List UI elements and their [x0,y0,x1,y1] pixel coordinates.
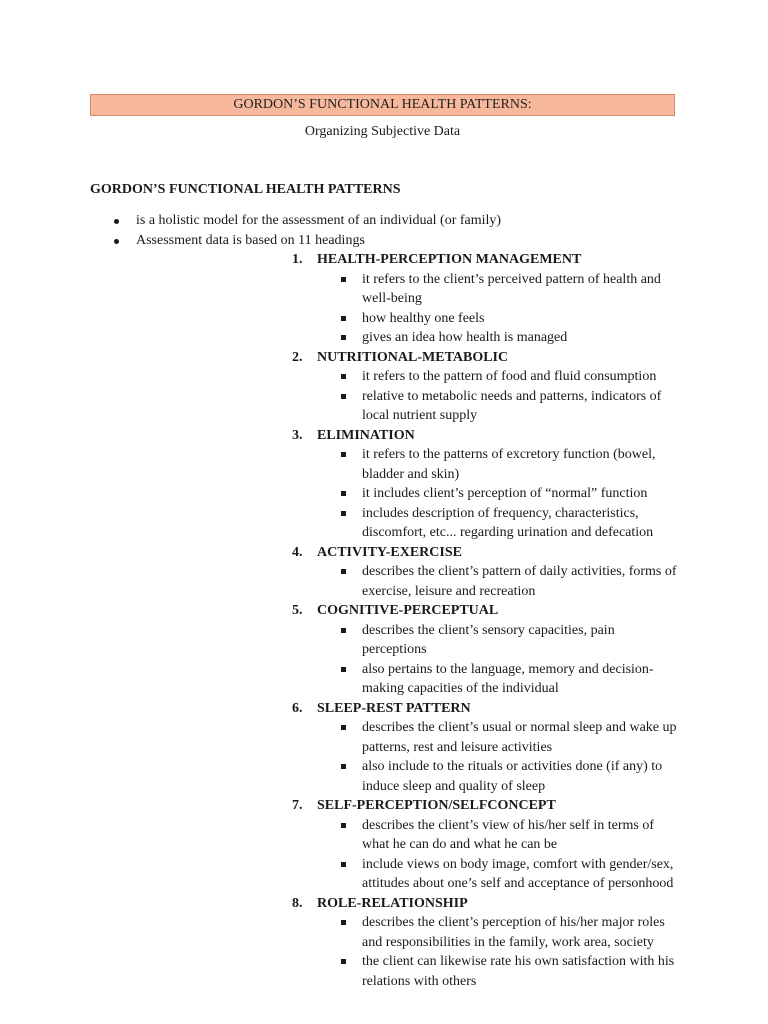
pattern-title [136,348,768,368]
pattern-title [136,250,768,270]
pattern-section [136,601,768,699]
square-bullet-icon [341,959,346,964]
subtitle: Organizing Subjective Data [304,124,461,139]
square-bullet-icon [341,316,346,321]
pattern-section [136,796,768,894]
pattern-items [136,718,768,796]
pattern-section [136,894,768,992]
pattern-list [136,250,768,991]
square-bullet-icon [341,823,346,828]
pattern-item [136,562,768,601]
pattern-title-text: COGNITIVE-PERCEPTUAL [317,603,499,618]
square-bullet-icon [341,491,346,496]
square-bullet-icon [341,764,346,769]
pattern-title-text: ELIMINATION [317,427,415,443]
pattern-item [136,504,768,543]
pattern-title-text: SLEEP-REST PATTERN [317,700,471,716]
pattern-item [136,367,768,387]
pattern-item [136,270,768,309]
pattern-item [136,309,768,329]
pattern-item-text: gives an idea how health is managed [362,330,568,345]
pattern-item [136,816,768,855]
pattern-item-text: describes the client’s pattern of daily activities, forms of exercise, leisure and recreation [362,564,677,599]
pattern-items [136,913,768,991]
pattern-item [136,660,768,699]
pattern-title [136,796,768,816]
pattern-items [136,270,768,348]
pattern-item-text: include views on body image, comfort with gender/sex, attitudes about one’s self and acceptance of personhood [362,856,674,891]
pattern-item-text: describes the client’s sensory capacities, pain perceptions [362,622,615,657]
pattern-items [136,562,768,601]
square-bullet-icon [341,862,346,867]
pattern-items [136,621,768,699]
pattern-item-text: also pertains to the language, memory and decision-making capacities of the individual [362,661,654,696]
document-body [0,211,768,991]
square-bullet-icon [341,511,346,516]
bullet-dot-icon [114,239,119,244]
pattern-items [136,816,768,894]
pattern-item [136,328,768,348]
pattern-number: 7. [292,798,303,813]
square-bullet-icon [341,452,346,457]
banner-title: GORDON’S FUNCTIONAL HEALTH PATTERNS: [90,94,675,116]
bullet-text: Assessment data is based on 11 headings [136,232,365,248]
pattern-item-text: relative to metabolic needs and patterns, indicators of local nutrient supply [362,388,662,423]
square-bullet-icon [341,394,346,399]
pattern-item-text: includes description of frequency, characteristics, discomfort, etc... regarding urination and defecation [362,505,654,540]
pattern-title [136,601,768,621]
pattern-item [136,484,768,504]
pattern-title-text: SELF-PERCEPTION/SELFCONCEPT [317,798,556,813]
pattern-section [136,543,768,602]
pattern-section [136,699,768,797]
pattern-item [136,855,768,894]
pattern-title [136,543,768,563]
pattern-item [136,718,768,757]
pattern-item [136,445,768,484]
square-bullet-icon [341,920,346,925]
pattern-section [136,426,768,543]
square-bullet-icon [341,374,346,379]
square-bullet-icon [341,628,346,633]
pattern-title-text: NUTRITIONAL-METABOLIC [317,349,509,365]
bullet-item [0,211,768,231]
pattern-number: 2. [292,349,303,365]
pattern-item-text: it refers to the patterns of excretory function (bowel, bladder and skin) [362,447,656,482]
bullet-dot-icon [114,219,119,224]
pattern-item-text: describes the client’s perception of his/her major roles and responsibilities in the family, work area, society [362,915,665,950]
bullet-text: is a holistic model for the assessment of an individual (or family) [136,213,502,228]
pattern-number: 4. [292,544,303,560]
pattern-item-text: it includes client’s perception of “normal” function [362,486,648,501]
pattern-item-text: describes the client’s usual or normal sleep and wake up patterns, rest and leisure activities [362,720,677,755]
pattern-number: 6. [292,700,303,716]
pattern-item-text: the client can likewise rate his own satisfaction with his relations with others [362,954,675,989]
pattern-items [136,445,768,543]
pattern-item [136,913,768,952]
square-bullet-icon [341,667,346,672]
pattern-title [136,699,768,719]
square-bullet-icon [341,725,346,730]
pattern-item [136,621,768,660]
pattern-section [136,348,768,426]
pattern-section [136,250,768,348]
pattern-number: 8. [292,895,303,911]
pattern-item [136,952,768,991]
square-bullet-icon [341,569,346,574]
pattern-title [136,426,768,446]
pattern-item-text: it refers to the client’s perceived pattern of health and well-being [362,271,661,306]
pattern-item-text: describes the client’s view of his/her self in terms of what he can do and what he can be [362,817,654,852]
square-bullet-icon [341,277,346,282]
pattern-item [136,387,768,426]
pattern-item-text: how healthy one feels [362,310,485,326]
pattern-item [136,757,768,796]
bullet-item [0,231,768,992]
section-heading: GORDON’S FUNCTIONAL HEALTH PATTERNS [90,182,401,197]
square-bullet-icon [341,335,346,340]
pattern-number: 3. [292,427,303,443]
pattern-number: 1. [292,252,303,267]
pattern-title [136,894,768,914]
pattern-title-text: ACTIVITY-EXERCISE [317,544,462,560]
pattern-item-text: also include to the rituals or activities done (if any) to induce sleep and quality of sleep [362,759,663,794]
pattern-items [136,367,768,426]
pattern-title-text: ROLE-RELATIONSHIP [317,895,468,911]
pattern-title-text: HEALTH-PERCEPTION MANAGEMENT [317,252,582,267]
bullet-list [0,211,768,991]
pattern-number: 5. [292,603,303,618]
pattern-item-text: it refers to the pattern of food and fluid consumption [362,369,657,384]
